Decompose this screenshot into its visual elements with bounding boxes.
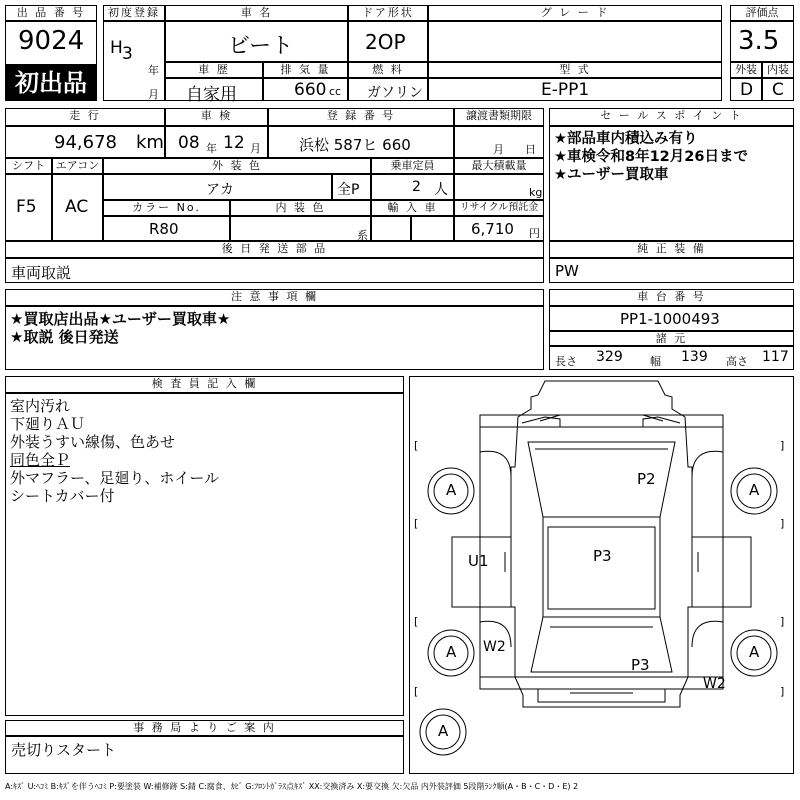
displacement-header: 排 気 量 — [263, 62, 348, 78]
aircon-value: AC — [65, 197, 89, 217]
sales-points-box — [549, 126, 794, 241]
bracket-right-mid: ] — [780, 517, 785, 530]
fuel-cell — [348, 78, 428, 101]
spare-wheel-mark: A — [438, 722, 449, 740]
mark-u1: U1 — [468, 552, 489, 570]
inspector-line: シートカバー付 — [10, 487, 115, 505]
mileage-value: 94,678 — [54, 132, 117, 153]
car-diagram-svg — [410, 377, 793, 773]
capacity-value: 2 — [412, 179, 421, 195]
bracket-left-mid: [ — [414, 517, 419, 530]
aircon-cell — [52, 174, 103, 241]
spec-length-label: 長さ — [555, 355, 577, 368]
chassis-header: 車 台 番 号 — [549, 289, 794, 306]
plate-value: 浜松 587ヒ 660 — [299, 136, 411, 154]
fuel-value: ガソリン — [367, 85, 423, 101]
first-reg-era: H — [110, 38, 123, 58]
import-cell-b — [411, 216, 454, 241]
car-name-cell — [165, 21, 348, 62]
inspector-line: 同色全Ｐ — [10, 451, 71, 469]
sales-points-header: セ ー ル ス ポ イ ン ト — [549, 108, 794, 126]
exterior-header: 外装 — [730, 62, 762, 78]
spec-height-label: 高さ — [726, 355, 748, 368]
plate-header: 登 録 番 号 — [268, 108, 454, 126]
car-name-header: 車 名 — [165, 5, 348, 21]
notes-box — [5, 306, 544, 370]
equipment-cell — [549, 258, 794, 283]
interior-header: 内装 — [762, 62, 794, 78]
interior-cell — [762, 78, 794, 101]
bracket-right-low: ] — [780, 615, 785, 628]
ext-color-header: 外 装 色 — [103, 158, 371, 174]
int-color-header: 内 装 色 — [230, 200, 371, 216]
first-reg-year-unit: 年 — [148, 64, 159, 77]
inspector-line: 外マフラー、足廻り、ホイール — [10, 469, 220, 487]
lot-number-header: 出 品 番 号 — [5, 5, 97, 21]
office-cell — [5, 736, 404, 774]
transfer-doc-day-unit: 日 — [525, 143, 536, 156]
inspector-header: 検 査 員 記 入 欄 — [5, 376, 404, 393]
fuel-header: 燃 料 — [348, 62, 428, 78]
lot-number: 9024 — [18, 26, 85, 56]
mark-w2-right: W2 — [703, 676, 726, 692]
door-cell — [348, 21, 428, 62]
inspection-month: 12 — [223, 133, 245, 153]
capacity-cell — [371, 174, 454, 200]
ext-color-type-cell — [332, 174, 371, 200]
lot-number-cell — [5, 21, 97, 65]
int-color-unit: 系 — [357, 229, 368, 242]
color-no-header: カラー No. — [103, 200, 230, 216]
door-header: ドア形状 — [348, 5, 428, 21]
color-no-value: R80 — [149, 220, 179, 238]
spec-length-value: 329 — [596, 349, 623, 365]
first-reg-year: 3 — [122, 44, 133, 64]
sales-point-line: ★車検令和8年12月26日まで — [554, 149, 748, 165]
chassis-value: PP1-1000493 — [620, 310, 720, 328]
note-line: ★買取店出品★ユーザー買取車★ — [10, 310, 231, 328]
wheel-rear-right-mark: A — [749, 643, 760, 661]
first-reg-header: 初度登録 — [103, 5, 165, 21]
capacity-unit: 人 — [434, 182, 448, 198]
specs-cell — [549, 346, 794, 370]
equipment-header: 純 正 装 備 — [549, 241, 794, 258]
first-listing-label: 初出品 — [15, 69, 87, 97]
ext-color-cell — [103, 174, 332, 200]
bracket-left-top: [ — [414, 439, 419, 452]
mileage-unit: km — [136, 132, 164, 153]
score-value: 3.5 — [738, 26, 780, 56]
spec-width-value: 139 — [681, 349, 708, 365]
shift-value: F5 — [16, 197, 37, 217]
bracket-right-bottom: ] — [780, 685, 785, 698]
wheel-rear-left-mark: A — [446, 643, 457, 661]
notes-header: 注 意 事 項 欄 — [5, 289, 544, 306]
transfer-doc-cell — [454, 126, 544, 158]
later-parts-cell — [5, 258, 544, 283]
sales-point-line: ★部品車内積込み有り — [554, 131, 698, 147]
ext-color-value: アカ — [206, 182, 234, 198]
aircon-header: エアコン — [52, 158, 103, 174]
mark-p3-mid: P3 — [593, 547, 612, 565]
wheel-front-left-mark: A — [446, 481, 457, 499]
score-cell — [730, 21, 794, 62]
chassis-cell — [549, 306, 794, 331]
shift-cell — [5, 174, 52, 241]
inspection-cell — [165, 126, 268, 158]
spec-height-value: 117 — [762, 349, 789, 365]
car-outline — [511, 381, 692, 707]
mark-p2: P2 — [637, 470, 656, 488]
exterior-grade: D — [740, 80, 754, 100]
int-color-cell — [230, 216, 371, 241]
displacement-value: 660 — [294, 80, 327, 100]
inspection-year: 08 — [178, 133, 200, 153]
recycle-unit: 円 — [529, 227, 540, 240]
max-load-header: 最大積載量 — [454, 158, 544, 174]
import-cell-a — [371, 216, 411, 241]
equipment-value: PW — [555, 262, 579, 280]
grade-cell — [428, 21, 722, 62]
bracket-left-bottom: [ — [414, 685, 419, 698]
bracket-right-top: ] — [780, 439, 785, 452]
legend-line — [5, 779, 795, 795]
mileage-header: 走 行 — [5, 108, 165, 126]
mark-p3-rear: P3 — [631, 656, 650, 674]
ext-color-type: 全P — [337, 182, 360, 198]
sales-point-line: ★ユーザー買取車 — [554, 167, 669, 183]
recycle-cell — [454, 216, 544, 241]
max-load-unit: kg — [529, 186, 543, 199]
plate-cell — [268, 126, 454, 158]
mark-w2-left: W2 — [483, 639, 506, 655]
inspection-month-unit: 月 — [250, 142, 261, 155]
history-header: 車 歴 — [165, 62, 263, 78]
later-parts-header: 後 日 発 送 部 品 — [5, 241, 544, 258]
inspector-line: 下廻りＡＵ — [10, 415, 86, 433]
office-header: 事 務 局 よ り ご 案 内 — [5, 720, 404, 736]
spec-width-label: 幅 — [650, 355, 661, 368]
mileage-cell — [5, 126, 165, 158]
model-code-header: 型 式 — [428, 62, 722, 78]
inspector-box — [5, 393, 404, 716]
recycle-header: リサイクル預託金 — [454, 200, 544, 216]
history-value: 自家用 — [186, 85, 237, 105]
exterior-cell — [730, 78, 762, 101]
inspector-line: 外装うすい線傷、色あせ — [10, 433, 176, 451]
displacement-cell — [263, 78, 348, 101]
transfer-doc-month-unit: 月 — [493, 143, 504, 156]
legend-text: A:ｷｽﾞ U:ﾍｺﾐ B:ｷｽﾞを伴うﾍｺﾐ P:要塗装 W:補修跡 S:錆 C:腐食、ｶﾋﾞ G:ﾌﾛﾝﾄｶﾞﾗｽ点ｷｽﾞ XX:交換済み X:要交換 欠:欠品 内外装評価 5段階ﾗﾝｸ順(A・B・C・D・E) 2 — [5, 782, 579, 791]
car-diagram — [409, 376, 794, 774]
wheel-front-right-mark: A — [749, 481, 760, 499]
inspection-year-unit: 年 — [206, 142, 217, 155]
grade-header: グ レ ー ド — [428, 5, 722, 21]
import-header: 輸 入 車 — [371, 200, 454, 216]
recycle-value: 6,710 — [471, 220, 514, 238]
max-load-cell — [454, 174, 544, 200]
model-code-value: E-PP1 — [541, 80, 590, 100]
color-no-cell — [103, 216, 230, 241]
interior-grade: C — [772, 80, 784, 100]
shift-header: シフト — [5, 158, 52, 174]
capacity-header: 乗車定員 — [371, 158, 454, 174]
bracket-left-low: [ — [414, 615, 419, 628]
score-header: 評価点 — [730, 5, 794, 21]
displacement-unit: cc — [329, 85, 342, 98]
specs-header: 諸 元 — [549, 331, 794, 346]
first-reg-month-unit: 月 — [148, 88, 159, 101]
history-cell — [165, 78, 263, 105]
model-code-cell — [428, 78, 722, 101]
note-line: ★取説 後日発送 — [10, 328, 119, 346]
office-value: 売切りスタート — [11, 741, 117, 759]
later-parts-value: 車両取説 — [11, 264, 72, 282]
car-name: ビート — [228, 34, 294, 59]
first-listing-badge — [5, 65, 97, 101]
first-reg-cell — [103, 21, 165, 101]
door-type: 2OP — [365, 30, 406, 54]
transfer-doc-header: 譲渡書類期限 — [454, 108, 544, 126]
inspector-line: 室内汚れ — [10, 397, 71, 415]
inspection-header: 車 検 — [165, 108, 268, 126]
